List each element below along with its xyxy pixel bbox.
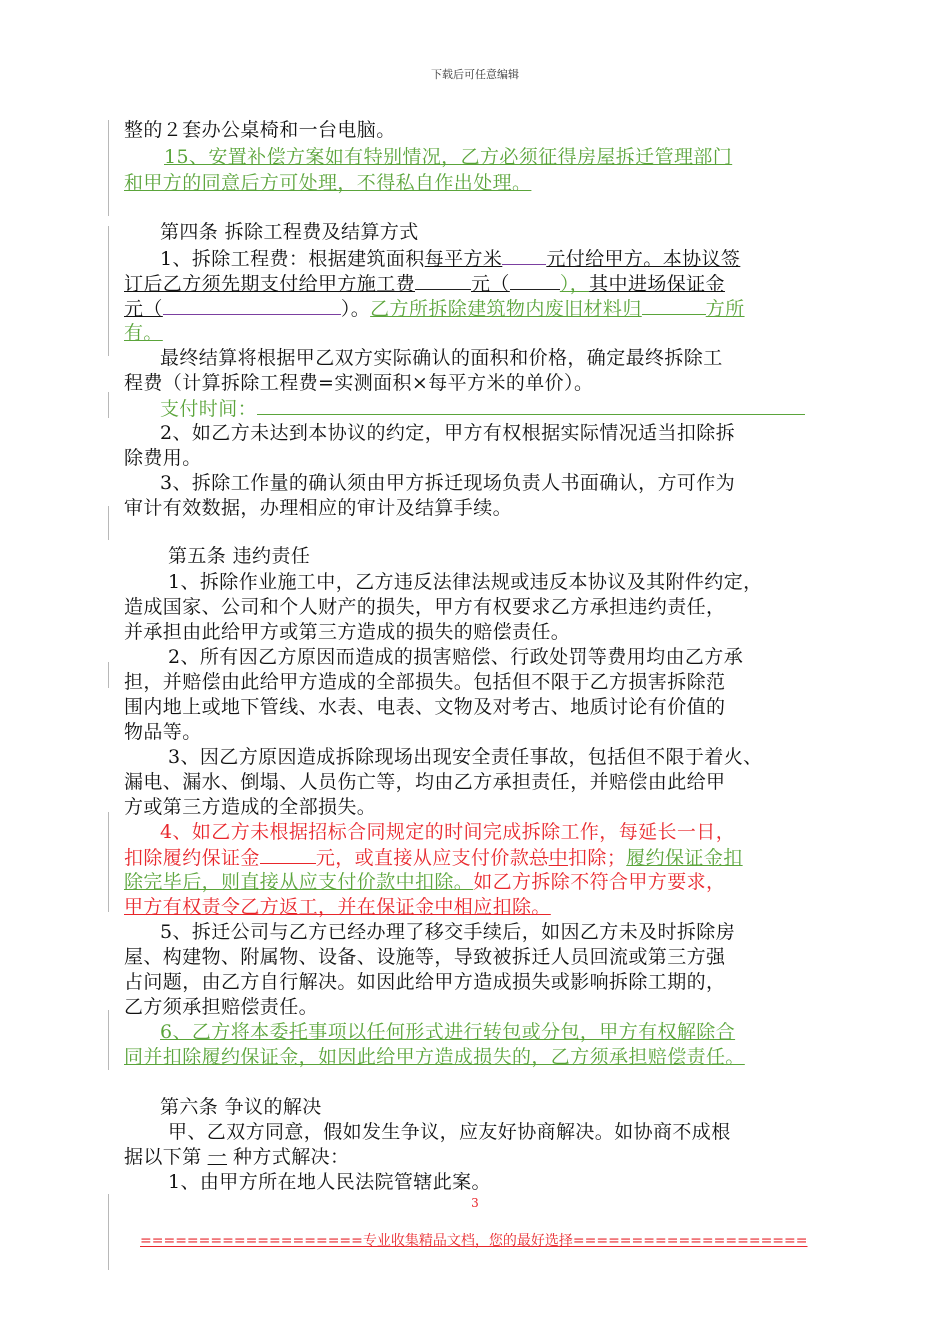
body-line: 3、因乙方原因造成拆除现场出现安全责任事故，包括但不限于着火、 — [168, 746, 763, 768]
body-line-red: 4、如乙方未根据招标合同规定的时间完成拆除工作，每延长一日， — [160, 821, 736, 843]
body-line: 2、所有因乙方原因而造成的损害赔偿、行政处罚等费用均由乙方承 — [168, 646, 744, 668]
body-line: 整的２套办公桌椅和一台电脑。 — [124, 119, 396, 141]
body-line-red: 除完毕后，则直接从应支付价款中扣除。如乙方拆除不符合甲方要求， — [124, 871, 726, 893]
body-line: 最终结算将根据甲乙双方实际确认的面积和价格，确定最终拆除工 — [160, 347, 723, 369]
body-line: 程费（计算拆除工程费=实测面积×每平方米的单价）。 — [124, 372, 594, 394]
body-line: 1、拆除工程费：根据建筑面积每平方米 元付给甲方。本协议签 — [160, 248, 741, 270]
body-line: 屋、构建物、附属物、设备、设施等，导致被拆迁人员回流或第三方强 — [124, 946, 726, 968]
change-bar — [108, 1010, 109, 1070]
body-line: 并承担由此给甲方或第三方造成的损失的赔偿责任。 — [124, 621, 571, 643]
change-bar — [108, 506, 109, 540]
body-line: 和甲方的同意后方可处理，不得私自作出处理。 — [124, 172, 532, 194]
body-line: 3、拆除工作量的确认须由甲方拆迁现场负责人书面确认，方可作为 — [160, 472, 736, 494]
body-line: 除费用。 — [124, 447, 202, 469]
body-line: 5、拆迁公司与乙方已经办理了移交手续后，如因乙方未及时拆除房 — [160, 921, 736, 943]
page-number: 3 — [471, 1196, 479, 1210]
body-line: 方或第三方造成的全部损失。 — [124, 796, 377, 818]
body-line: 围内地上或地下管线、水表、电表、文物及对考古、地质讨论有价值的 — [124, 696, 726, 718]
change-bar — [108, 662, 109, 688]
payment-time-line: 支付时间： — [124, 396, 875, 421]
body-line-red: 扣除履约保证金 元，或直接从应支付价款总中扣除；履约保证金扣 — [124, 847, 743, 869]
page-footer: ===================专业收集精品文档，您的最好选择==================== — [140, 1233, 808, 1249]
body-line: 担，并赔偿由此给甲方造成的全部损失。包括但不限于乙方损害拆除范 — [124, 671, 726, 693]
body-line-green: 同并扣除履约保证金，如因此给甲方造成损失的，乙方须承担赔偿责任。 — [124, 1046, 745, 1068]
section-title-6: 第六条 争议的解决 — [160, 1096, 322, 1118]
section-title-5: 第五条 违约责任 — [168, 545, 311, 567]
body-line: 审计有效数据，办理相应的审计及结算手续。 — [124, 497, 513, 519]
body-line: 乙方须承担赔偿责任。 — [124, 996, 319, 1018]
body-line-clause-15: 15、安置补偿方案如有特别情况，乙方必须征得房屋拆迁管理部门 — [164, 146, 733, 168]
body-line: 占问题，由乙方自行解决。如因此给甲方造成损失或影响拆除工期的， — [124, 971, 726, 993]
body-line: 有。 — [124, 322, 163, 344]
body-line: 造成国家、公司和个人财产的损失，甲方有权要求乙方承担违约责任， — [124, 596, 726, 618]
change-bar — [108, 812, 109, 912]
page-header: 下载后可任意编辑 — [431, 68, 519, 81]
body-line: 订后乙方须先期支付给甲方施工费 元（ ），其中进场保证金 — [124, 273, 725, 295]
body-line: 漏电、漏水、倒塌、人员伤亡等，均由乙方承担责任，并赔偿由此给甲 — [124, 771, 726, 793]
body-line: 1、由甲方所在地人民法院管辖此案。 — [168, 1171, 491, 1193]
body-line: 2、如乙方未达到本协议的约定，甲方有权根据实际情况适当扣除拆 — [160, 422, 736, 444]
section-title-4: 第四条 拆除工程费及结算方式 — [160, 221, 419, 243]
body-line: 物品等。 — [124, 721, 202, 743]
body-line: 甲、乙双方同意，假如发生争议，应友好协商解决。如协商不成根 — [168, 1121, 731, 1143]
change-bar — [108, 226, 109, 356]
change-bar — [108, 120, 109, 216]
body-line: 1、拆除作业施工中，乙方违反法律法规或违反本协议及其附件约定， — [168, 571, 763, 593]
change-bar — [108, 392, 109, 418]
body-line: 元（ ）。乙方所拆除建筑物内废旧材料归 方所 — [124, 298, 745, 320]
body-line-green: 6、乙方将本委托事项以任何形式进行转包或分包，甲方有权解除合 — [160, 1021, 736, 1043]
body-line-red: 甲方有权责令乙方返工，并在保证金中相应扣除。 — [124, 896, 551, 918]
body-line: 据以下第 一 种方式解决： — [124, 1146, 350, 1168]
